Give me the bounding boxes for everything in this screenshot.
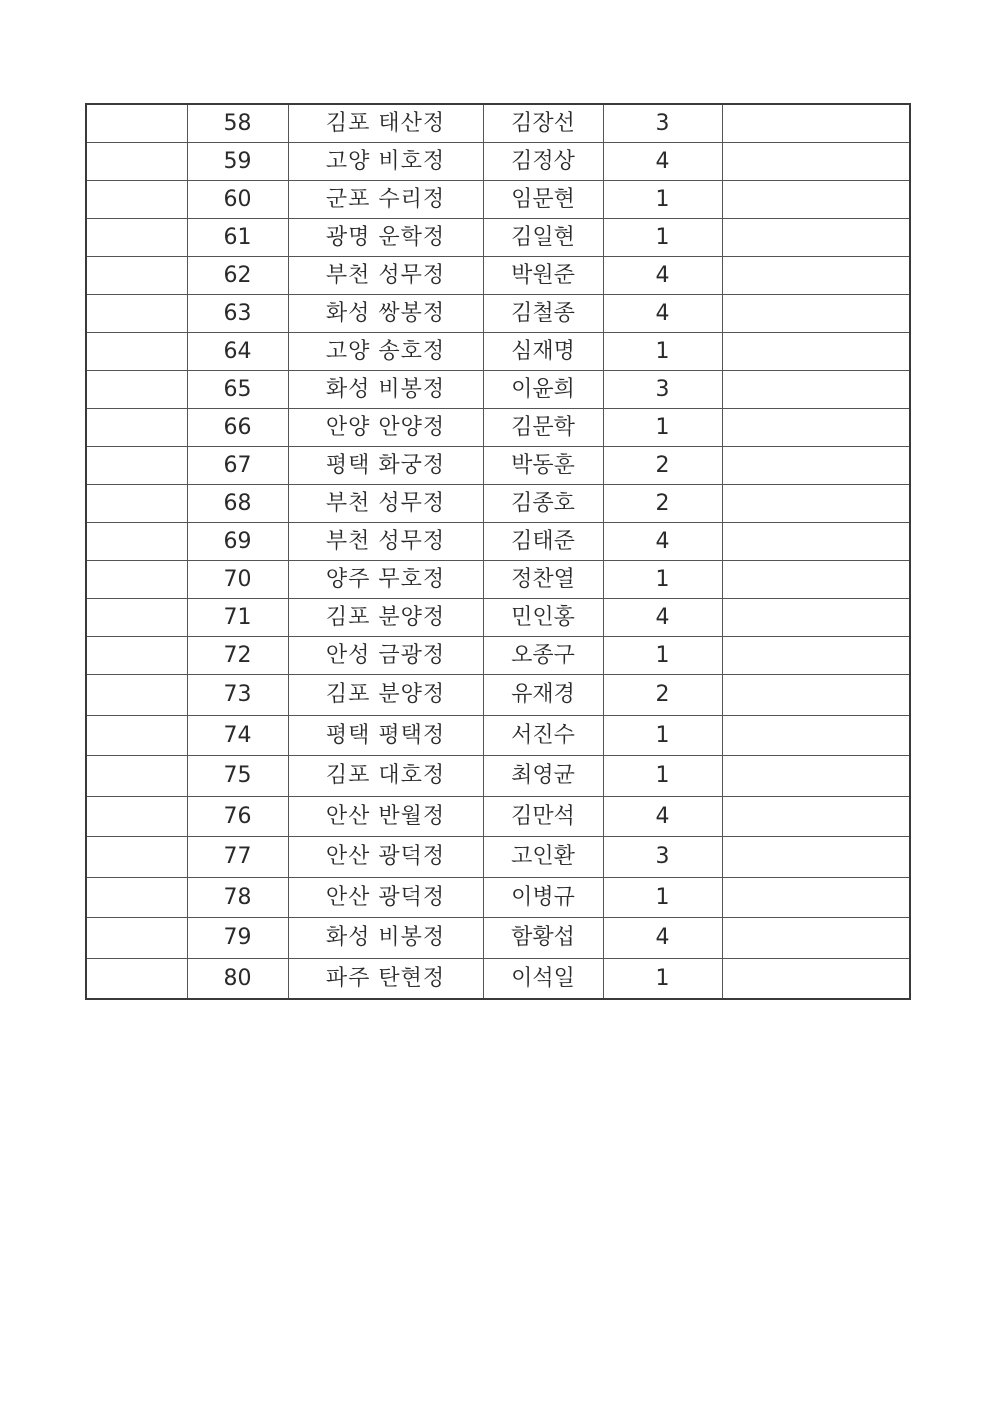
table-row xyxy=(86,675,910,716)
note-cell xyxy=(722,143,910,181)
row-number-cell: 59 xyxy=(187,143,288,181)
count-cell: 3 xyxy=(603,104,722,143)
place-cell: 김포 분양정 xyxy=(288,675,483,716)
note-cell xyxy=(722,756,910,797)
row-number-cell: 69 xyxy=(187,523,288,561)
name-cell: 이윤희 xyxy=(483,371,603,409)
blank-cell xyxy=(86,637,187,675)
place-cell: 양주 무호정 xyxy=(288,561,483,599)
name-cell: 김정상 xyxy=(483,143,603,181)
place-cell: 평택 화궁정 xyxy=(288,447,483,485)
name-cell: 오종구 xyxy=(483,637,603,675)
name-cell: 김철종 xyxy=(483,295,603,333)
place-cell: 파주 탄현정 xyxy=(288,958,483,999)
table-row xyxy=(86,333,910,371)
row-number-cell: 80 xyxy=(187,958,288,999)
blank-cell xyxy=(86,599,187,637)
place-cell: 김포 대호정 xyxy=(288,756,483,797)
name-cell: 정찬열 xyxy=(483,561,603,599)
count-cell: 3 xyxy=(603,371,722,409)
blank-cell xyxy=(86,257,187,295)
note-cell xyxy=(722,599,910,637)
row-number-cell: 65 xyxy=(187,371,288,409)
row-number-cell: 73 xyxy=(187,675,288,716)
place-cell: 광명 운학정 xyxy=(288,219,483,257)
blank-cell xyxy=(86,295,187,333)
place-cell: 김포 태산정 xyxy=(288,104,483,143)
count-cell: 1 xyxy=(603,181,722,219)
row-number-cell: 61 xyxy=(187,219,288,257)
blank-cell xyxy=(86,796,187,837)
place-cell: 부천 성무정 xyxy=(288,523,483,561)
table-row xyxy=(86,918,910,959)
name-cell: 임문현 xyxy=(483,181,603,219)
count-cell: 4 xyxy=(603,257,722,295)
place-cell: 김포 분양정 xyxy=(288,599,483,637)
blank-cell xyxy=(86,333,187,371)
table-row xyxy=(86,409,910,447)
note-cell xyxy=(722,715,910,756)
place-cell: 안산 광덕정 xyxy=(288,837,483,878)
name-cell: 최영균 xyxy=(483,756,603,797)
blank-cell xyxy=(86,918,187,959)
place-cell: 안산 반월정 xyxy=(288,796,483,837)
blank-cell xyxy=(86,219,187,257)
name-cell: 심재명 xyxy=(483,333,603,371)
place-cell: 화성 쌍봉정 xyxy=(288,295,483,333)
count-cell: 1 xyxy=(603,877,722,918)
note-cell xyxy=(722,796,910,837)
place-cell: 화성 비봉정 xyxy=(288,371,483,409)
name-cell: 이석일 xyxy=(483,958,603,999)
note-cell xyxy=(722,877,910,918)
note-cell xyxy=(722,181,910,219)
name-cell: 김일현 xyxy=(483,219,603,257)
place-cell: 고양 송호정 xyxy=(288,333,483,371)
blank-cell xyxy=(86,756,187,797)
blank-cell xyxy=(86,181,187,219)
count-cell: 4 xyxy=(603,796,722,837)
place-cell: 평택 평택정 xyxy=(288,715,483,756)
note-cell xyxy=(722,295,910,333)
table-row xyxy=(86,756,910,797)
count-cell: 1 xyxy=(603,561,722,599)
row-number-cell: 78 xyxy=(187,877,288,918)
place-cell: 부천 성무정 xyxy=(288,257,483,295)
roster-table-body xyxy=(86,104,910,999)
row-number-cell: 68 xyxy=(187,485,288,523)
note-cell xyxy=(722,958,910,999)
blank-cell xyxy=(86,104,187,143)
place-cell: 화성 비봉정 xyxy=(288,918,483,959)
table-row xyxy=(86,958,910,999)
row-number-cell: 60 xyxy=(187,181,288,219)
table-row xyxy=(86,447,910,485)
table-row xyxy=(86,257,910,295)
blank-cell xyxy=(86,877,187,918)
name-cell: 박원준 xyxy=(483,257,603,295)
row-number-cell: 76 xyxy=(187,796,288,837)
count-cell: 4 xyxy=(603,143,722,181)
row-number-cell: 79 xyxy=(187,918,288,959)
row-number-cell: 58 xyxy=(187,104,288,143)
place-cell: 안양 안양정 xyxy=(288,409,483,447)
row-number-cell: 64 xyxy=(187,333,288,371)
place-cell: 고양 비호정 xyxy=(288,143,483,181)
table-row xyxy=(86,561,910,599)
name-cell: 박동훈 xyxy=(483,447,603,485)
blank-cell xyxy=(86,958,187,999)
name-cell: 김태준 xyxy=(483,523,603,561)
note-cell xyxy=(722,918,910,959)
roster-table-container xyxy=(85,103,909,1000)
table-row xyxy=(86,371,910,409)
blank-cell xyxy=(86,371,187,409)
blank-cell xyxy=(86,523,187,561)
note-cell xyxy=(722,637,910,675)
blank-cell xyxy=(86,485,187,523)
table-row xyxy=(86,715,910,756)
row-number-cell: 66 xyxy=(187,409,288,447)
count-cell: 4 xyxy=(603,295,722,333)
row-number-cell: 74 xyxy=(187,715,288,756)
table-row xyxy=(86,104,910,143)
count-cell: 1 xyxy=(603,756,722,797)
place-cell: 안성 금광정 xyxy=(288,637,483,675)
table-row xyxy=(86,523,910,561)
place-cell: 군포 수리정 xyxy=(288,181,483,219)
row-number-cell: 77 xyxy=(187,837,288,878)
place-cell: 안산 광덕정 xyxy=(288,877,483,918)
row-number-cell: 72 xyxy=(187,637,288,675)
row-number-cell: 70 xyxy=(187,561,288,599)
table-row xyxy=(86,295,910,333)
table-row xyxy=(86,181,910,219)
blank-cell xyxy=(86,715,187,756)
count-cell: 2 xyxy=(603,675,722,716)
row-number-cell: 71 xyxy=(187,599,288,637)
name-cell: 서진수 xyxy=(483,715,603,756)
blank-cell xyxy=(86,675,187,716)
blank-cell xyxy=(86,409,187,447)
blank-cell xyxy=(86,143,187,181)
note-cell xyxy=(722,837,910,878)
row-number-cell: 62 xyxy=(187,257,288,295)
count-cell: 3 xyxy=(603,837,722,878)
count-cell: 1 xyxy=(603,958,722,999)
note-cell xyxy=(722,219,910,257)
blank-cell xyxy=(86,837,187,878)
blank-cell xyxy=(86,447,187,485)
count-cell: 1 xyxy=(603,409,722,447)
note-cell xyxy=(722,523,910,561)
name-cell: 이병규 xyxy=(483,877,603,918)
name-cell: 김장선 xyxy=(483,104,603,143)
table-row xyxy=(86,599,910,637)
note-cell xyxy=(722,675,910,716)
name-cell: 유재경 xyxy=(483,675,603,716)
row-number-cell: 75 xyxy=(187,756,288,797)
table-row xyxy=(86,877,910,918)
count-cell: 4 xyxy=(603,599,722,637)
name-cell: 김문학 xyxy=(483,409,603,447)
count-cell: 1 xyxy=(603,715,722,756)
table-row xyxy=(86,143,910,181)
table-row xyxy=(86,485,910,523)
note-cell xyxy=(722,104,910,143)
note-cell xyxy=(722,447,910,485)
name-cell: 민인홍 xyxy=(483,599,603,637)
note-cell xyxy=(722,333,910,371)
note-cell xyxy=(722,257,910,295)
place-cell: 부천 성무정 xyxy=(288,485,483,523)
blank-cell xyxy=(86,561,187,599)
table-row xyxy=(86,796,910,837)
name-cell: 함황섭 xyxy=(483,918,603,959)
roster-table xyxy=(85,103,911,1000)
count-cell: 2 xyxy=(603,447,722,485)
note-cell xyxy=(722,371,910,409)
count-cell: 4 xyxy=(603,523,722,561)
count-cell: 4 xyxy=(603,918,722,959)
name-cell: 김만석 xyxy=(483,796,603,837)
table-row xyxy=(86,637,910,675)
count-cell: 1 xyxy=(603,333,722,371)
note-cell xyxy=(722,485,910,523)
note-cell xyxy=(722,409,910,447)
row-number-cell: 67 xyxy=(187,447,288,485)
name-cell: 고인환 xyxy=(483,837,603,878)
count-cell: 2 xyxy=(603,485,722,523)
table-row xyxy=(86,219,910,257)
note-cell xyxy=(722,561,910,599)
count-cell: 1 xyxy=(603,219,722,257)
table-row xyxy=(86,837,910,878)
name-cell: 김종호 xyxy=(483,485,603,523)
row-number-cell: 63 xyxy=(187,295,288,333)
count-cell: 1 xyxy=(603,637,722,675)
